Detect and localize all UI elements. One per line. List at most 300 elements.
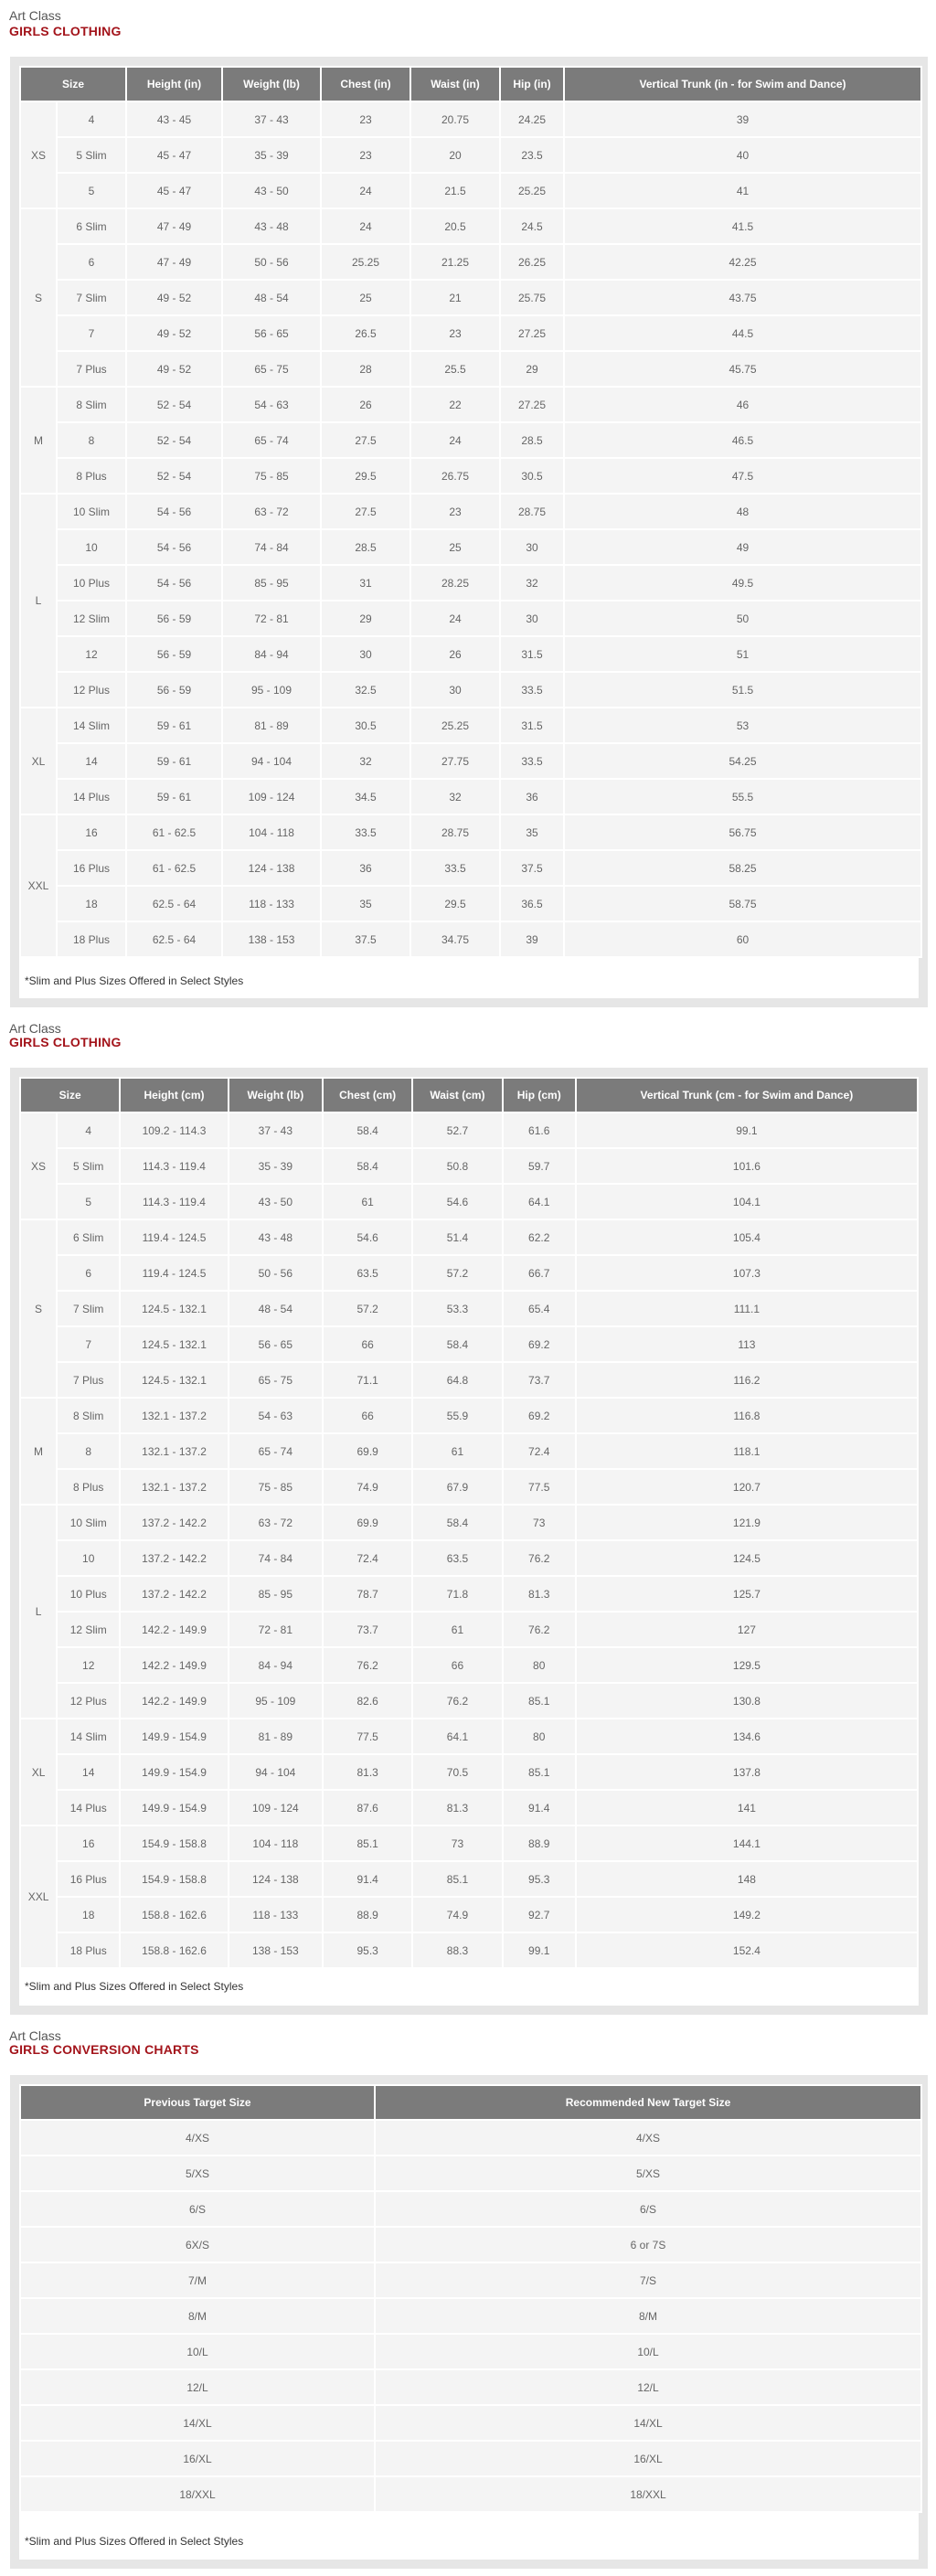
column-header: Size: [21, 68, 125, 101]
measurement-cell: 85.1: [413, 1862, 501, 1896]
size-cell: 8 Slim: [58, 388, 125, 421]
measurement-cell: 32: [411, 780, 499, 814]
size-cell: 8 Plus: [58, 459, 125, 493]
measurement-cell: 31.5: [501, 637, 563, 671]
size-cell: 18 Plus: [58, 1933, 119, 1967]
table-row: [21, 174, 920, 208]
measurement-cell: 37 - 43: [223, 102, 320, 136]
measurement-cell: 95.3: [504, 1862, 575, 1896]
table-row: [21, 673, 920, 707]
size-cell: 5 Slim: [58, 1149, 119, 1183]
size-cell: 14: [58, 744, 125, 778]
measurement-cell: 21.25: [411, 245, 499, 279]
measurement-cell: 74 - 84: [229, 1541, 322, 1575]
measurement-cell: 74.9: [413, 1898, 501, 1932]
measurement-cell: 73.7: [324, 1613, 411, 1646]
measurement-cell: 88.9: [504, 1826, 575, 1860]
measurement-cell: 63.5: [324, 1256, 411, 1290]
table-row: [21, 637, 920, 671]
measurement-cell: 84 - 94: [229, 1648, 322, 1682]
measurement-cell: 78.7: [324, 1577, 411, 1611]
measurement-cell: 48: [565, 495, 920, 528]
measurement-cell: 144.1: [577, 1826, 917, 1860]
measurement-cell: 76.2: [504, 1541, 575, 1575]
measurement-cell: 73.7: [504, 1363, 575, 1397]
measurement-cell: 22: [411, 388, 499, 421]
measurement-cell: 48 - 54: [229, 1292, 322, 1325]
measurement-cell: 53: [565, 708, 920, 742]
size-cell: 14 Plus: [58, 780, 125, 814]
table-row: [21, 138, 920, 172]
measurement-cell: 67.9: [413, 1470, 501, 1504]
table-row: [21, 744, 920, 778]
measurement-cell: 130.8: [577, 1684, 917, 1718]
measurement-cell: 80: [504, 1648, 575, 1682]
size-cell: 12 Slim: [58, 1613, 119, 1646]
measurement-cell: 124.5: [577, 1541, 917, 1575]
measurement-cell: 24.25: [501, 102, 563, 136]
size-cell: 6 Slim: [58, 1220, 119, 1254]
size-cell: 10 Plus: [58, 1577, 119, 1611]
measurement-cell: 149.9 - 154.9: [121, 1791, 227, 1825]
measurement-cell: 47.5: [565, 459, 920, 493]
measurement-cell: 105.4: [577, 1220, 917, 1254]
measurement-cell: 39: [501, 922, 563, 956]
table-row: [21, 388, 920, 421]
table-row: [21, 1327, 917, 1361]
measurement-cell: 109.2 - 114.3: [121, 1113, 227, 1147]
measurement-cell: 76.2: [413, 1684, 501, 1718]
measurement-cell: 84 - 94: [223, 637, 320, 671]
chart-inner: [19, 2084, 919, 2560]
measurement-cell: 88.9: [324, 1898, 411, 1932]
measurement-cell: 91.4: [504, 1791, 575, 1825]
measurement-cell: 51.5: [565, 673, 920, 707]
brand-label: Art Class: [9, 2028, 61, 2043]
measurement-cell: 49: [565, 530, 920, 564]
table-row: [21, 459, 920, 493]
measurement-cell: 75 - 85: [223, 459, 320, 493]
measurement-cell: 24: [322, 174, 410, 208]
table-row: [21, 1363, 917, 1397]
measurement-cell: 56 - 65: [229, 1327, 322, 1361]
column-header: Chest (in): [322, 68, 410, 101]
table-row: [21, 1185, 917, 1219]
size-cell: 10 Slim: [58, 495, 125, 528]
measurement-cell: 72.4: [324, 1541, 411, 1575]
size-cell: 10 Plus: [58, 566, 125, 600]
conversion-table: [19, 2084, 922, 2513]
recommended-size-cell: 6/S: [376, 2192, 920, 2226]
size-cell: 8 Plus: [58, 1470, 119, 1504]
measurement-cell: 95.3: [324, 1933, 411, 1967]
measurement-cell: 154.9 - 158.8: [121, 1826, 227, 1860]
measurement-cell: 119.4 - 124.5: [121, 1220, 227, 1254]
measurement-cell: 137.2 - 142.2: [121, 1506, 227, 1539]
measurement-cell: 27.5: [322, 423, 410, 457]
measurement-cell: 50 - 56: [223, 245, 320, 279]
measurement-cell: 51: [565, 637, 920, 671]
measurement-cell: 43.75: [565, 281, 920, 314]
size-cell: 7 Slim: [58, 1292, 119, 1325]
measurement-cell: 120.7: [577, 1470, 917, 1504]
measurement-cell: 129.5: [577, 1648, 917, 1682]
measurement-cell: 62.2: [504, 1220, 575, 1254]
measurement-cell: 118 - 133: [229, 1898, 322, 1932]
measurement-cell: 54.6: [324, 1220, 411, 1254]
measurement-cell: 61.6: [504, 1113, 575, 1147]
table-row: [21, 1755, 917, 1789]
measurement-cell: 65 - 74: [229, 1434, 322, 1468]
measurement-cell: 24: [322, 209, 410, 243]
measurement-cell: 28.5: [501, 423, 563, 457]
measurement-cell: 26.75: [411, 459, 499, 493]
measurement-cell: 45 - 47: [127, 138, 221, 172]
size-cell: 5: [58, 174, 125, 208]
table-row: [21, 281, 920, 314]
measurement-cell: 61 - 62.5: [127, 851, 221, 885]
measurement-cell: 71.8: [413, 1577, 501, 1611]
table-row: [21, 2335, 920, 2368]
measurement-cell: 72 - 81: [229, 1613, 322, 1646]
table-row: [21, 352, 920, 386]
measurement-cell: 30.5: [501, 459, 563, 493]
measurement-cell: 142.2 - 149.9: [121, 1684, 227, 1718]
measurement-cell: 41: [565, 174, 920, 208]
measurement-cell: 60: [565, 922, 920, 956]
brand-label: Art Class: [9, 1021, 61, 1036]
size-cell: 7 Slim: [58, 281, 125, 314]
measurement-cell: 116.2: [577, 1363, 917, 1397]
size-group-label: S: [21, 209, 56, 386]
measurement-cell: 25.25: [322, 245, 410, 279]
measurement-cell: 81 - 89: [229, 1719, 322, 1753]
measurement-cell: 25.25: [501, 174, 563, 208]
measurement-cell: 76.2: [324, 1648, 411, 1682]
measurement-cell: 36.5: [501, 887, 563, 921]
size-cell: 7 Plus: [58, 352, 125, 386]
size-cell: 5: [58, 1185, 119, 1219]
measurement-cell: 54 - 56: [127, 495, 221, 528]
measurement-cell: 81.3: [413, 1791, 501, 1825]
measurement-cell: 118 - 133: [223, 887, 320, 921]
measurement-cell: 64.8: [413, 1363, 501, 1397]
measurement-cell: 132.1 - 137.2: [121, 1399, 227, 1432]
measurement-cell: 47 - 49: [127, 209, 221, 243]
measurement-cell: 33.5: [322, 815, 410, 849]
table-row: [21, 495, 920, 528]
measurement-cell: 45.75: [565, 352, 920, 386]
size-cell: 16 Plus: [58, 851, 125, 885]
measurement-cell: 75 - 85: [229, 1470, 322, 1504]
measurement-cell: 65 - 74: [223, 423, 320, 457]
measurement-cell: 37.5: [322, 922, 410, 956]
measurement-cell: 23.5: [501, 138, 563, 172]
measurement-cell: 35: [501, 815, 563, 849]
size-table-cm: [19, 1077, 919, 1969]
measurement-cell: 49 - 52: [127, 281, 221, 314]
size-cell: 5 Slim: [58, 138, 125, 172]
measurement-cell: 87.6: [324, 1791, 411, 1825]
measurement-cell: 39: [565, 102, 920, 136]
measurement-cell: 77.5: [324, 1719, 411, 1753]
measurement-cell: 58.25: [565, 851, 920, 885]
measurement-cell: 27.25: [501, 388, 563, 421]
measurement-cell: 127: [577, 1613, 917, 1646]
table-row: [21, 815, 920, 849]
measurement-cell: 58.4: [413, 1327, 501, 1361]
measurement-cell: 26.25: [501, 245, 563, 279]
measurement-cell: 20.75: [411, 102, 499, 136]
measurement-cell: 25.75: [501, 281, 563, 314]
measurement-cell: 91.4: [324, 1862, 411, 1896]
measurement-cell: 56 - 59: [127, 601, 221, 635]
table-row: [21, 1506, 917, 1539]
size-group-label: XS: [21, 1113, 56, 1219]
table-row: [21, 2370, 920, 2404]
section-title: GIRLS CONVERSION CHARTS: [9, 2042, 199, 2057]
footnote: *Slim and Plus Sizes Offered in Select Styles: [25, 1980, 244, 1993]
measurement-cell: 104.1: [577, 1185, 917, 1219]
recommended-size-cell: 8/M: [376, 2299, 920, 2333]
size-cell: 4: [58, 102, 125, 136]
measurement-cell: 33.5: [501, 744, 563, 778]
measurement-cell: 30: [322, 637, 410, 671]
recommended-size-cell: 18/XXL: [376, 2477, 920, 2511]
size-cell: 12: [58, 1648, 119, 1682]
measurement-cell: 134.6: [577, 1719, 917, 1753]
section-title: GIRLS CLOTHING: [9, 1035, 122, 1049]
chart-panel: [10, 2075, 928, 2569]
measurement-cell: 124 - 138: [223, 851, 320, 885]
measurement-cell: 132.1 - 137.2: [121, 1434, 227, 1468]
measurement-cell: 81 - 89: [223, 708, 320, 742]
measurement-cell: 41.5: [565, 209, 920, 243]
measurement-cell: 25.5: [411, 352, 499, 386]
table-row: [21, 2263, 920, 2297]
column-header: Chest (cm): [324, 1079, 411, 1112]
measurement-cell: 62.5 - 64: [127, 922, 221, 956]
measurement-cell: 58.4: [324, 1113, 411, 1147]
measurement-cell: 124.5 - 132.1: [121, 1363, 227, 1397]
previous-size-cell: 10/L: [21, 2335, 374, 2368]
table-row: [21, 2192, 920, 2226]
measurement-cell: 99.1: [577, 1113, 917, 1147]
measurement-cell: 72 - 81: [223, 601, 320, 635]
measurement-cell: 66: [413, 1648, 501, 1682]
measurement-cell: 107.3: [577, 1256, 917, 1290]
measurement-cell: 158.8 - 162.6: [121, 1898, 227, 1932]
measurement-cell: 148: [577, 1862, 917, 1896]
measurement-cell: 33.5: [411, 851, 499, 885]
size-cell: 14 Plus: [58, 1791, 119, 1825]
measurement-cell: 43 - 48: [223, 209, 320, 243]
measurement-cell: 50.8: [413, 1149, 501, 1183]
measurement-cell: 52 - 54: [127, 459, 221, 493]
measurement-cell: 33.5: [501, 673, 563, 707]
chart-panel: [10, 1068, 928, 2015]
size-group-label: M: [21, 388, 56, 493]
measurement-cell: 125.7: [577, 1577, 917, 1611]
measurement-cell: 24.5: [501, 209, 563, 243]
size-cell: 10: [58, 1541, 119, 1575]
table-row: [21, 1399, 917, 1432]
recommended-size-cell: 14/XL: [376, 2406, 920, 2440]
size-group-label: M: [21, 1399, 56, 1504]
measurement-cell: 85 - 95: [229, 1577, 322, 1611]
measurement-cell: 124 - 138: [229, 1862, 322, 1896]
table-row: [21, 601, 920, 635]
size-cell: 10 Slim: [58, 1506, 119, 1539]
measurement-cell: 56.75: [565, 815, 920, 849]
header-row: [21, 1079, 917, 1112]
measurement-cell: 61: [413, 1613, 501, 1646]
measurement-cell: 29: [322, 601, 410, 635]
table-row: [21, 1541, 917, 1575]
measurement-cell: 74 - 84: [223, 530, 320, 564]
measurement-cell: 69.9: [324, 1506, 411, 1539]
size-group-label: XL: [21, 708, 56, 814]
measurement-cell: 124.5 - 132.1: [121, 1327, 227, 1361]
table-row: [21, 530, 920, 564]
column-header: Vertical Trunk (cm - for Swim and Dance): [577, 1079, 917, 1112]
measurement-cell: 149.2: [577, 1898, 917, 1932]
measurement-cell: 24: [411, 423, 499, 457]
column-header: Hip (cm): [504, 1079, 575, 1112]
size-cell: 8 Slim: [58, 1399, 119, 1432]
measurement-cell: 119.4 - 124.5: [121, 1256, 227, 1290]
table-row: [21, 1613, 917, 1646]
measurement-cell: 28.25: [411, 566, 499, 600]
size-group-label: XS: [21, 102, 56, 208]
size-cell: 18: [58, 887, 125, 921]
measurement-cell: 57.2: [413, 1256, 501, 1290]
measurement-cell: 56 - 65: [223, 316, 320, 350]
measurement-cell: 46.5: [565, 423, 920, 457]
measurement-cell: 57.2: [324, 1292, 411, 1325]
measurement-cell: 54 - 63: [229, 1399, 322, 1432]
measurement-cell: 23: [411, 316, 499, 350]
previous-size-cell: 18/XXL: [21, 2477, 374, 2511]
column-header: Waist (in): [411, 68, 499, 101]
measurement-cell: 30: [501, 601, 563, 635]
measurement-cell: 95 - 109: [223, 673, 320, 707]
measurement-cell: 59 - 61: [127, 780, 221, 814]
measurement-cell: 62.5 - 64: [127, 887, 221, 921]
column-header: Weight (lb): [229, 1079, 322, 1112]
measurement-cell: 46: [565, 388, 920, 421]
table-row: [21, 2121, 920, 2155]
measurement-cell: 28: [322, 352, 410, 386]
measurement-cell: 138 - 153: [223, 922, 320, 956]
measurement-cell: 101.6: [577, 1149, 917, 1183]
measurement-cell: 137.8: [577, 1755, 917, 1789]
measurement-cell: 66: [324, 1327, 411, 1361]
size-group-label: XL: [21, 1719, 56, 1825]
column-header: Size: [21, 1079, 119, 1112]
table-row: [21, 1648, 917, 1682]
table-row: [21, 1862, 917, 1896]
measurement-cell: 55.9: [413, 1399, 501, 1432]
measurement-cell: 149.9 - 154.9: [121, 1755, 227, 1789]
table-row: [21, 1791, 917, 1825]
measurement-cell: 35 - 39: [229, 1149, 322, 1183]
section-title: GIRLS CLOTHING: [9, 24, 122, 38]
measurement-cell: 111.1: [577, 1292, 917, 1325]
measurement-cell: 43 - 50: [223, 174, 320, 208]
measurement-cell: 118.1: [577, 1434, 917, 1468]
recommended-size-cell: 4/XS: [376, 2121, 920, 2155]
measurement-cell: 37.5: [501, 851, 563, 885]
table-row: [21, 102, 920, 136]
table-row: [21, 2442, 920, 2475]
size-cell: 14 Slim: [58, 1719, 119, 1753]
size-cell: 7: [58, 1327, 119, 1361]
footnote: *Slim and Plus Sizes Offered in Select Styles: [25, 2535, 244, 2548]
table-row: [21, 1292, 917, 1325]
measurement-cell: 63 - 72: [229, 1506, 322, 1539]
measurement-cell: 24: [411, 601, 499, 635]
header-row: [21, 68, 920, 101]
measurement-cell: 64.1: [413, 1719, 501, 1753]
brand-label: Art Class: [9, 8, 61, 23]
measurement-cell: 49 - 52: [127, 352, 221, 386]
table-row: [21, 922, 920, 956]
table-row: [21, 708, 920, 742]
measurement-cell: 65 - 75: [223, 352, 320, 386]
recommended-size-cell: 10/L: [376, 2335, 920, 2368]
column-header: Weight (lb): [223, 68, 320, 101]
measurement-cell: 54 - 63: [223, 388, 320, 421]
size-cell: 16: [58, 1826, 119, 1860]
measurement-cell: 37 - 43: [229, 1113, 322, 1147]
measurement-cell: 43 - 50: [229, 1185, 322, 1219]
recommended-size-cell: 12/L: [376, 2370, 920, 2404]
measurement-cell: 71.1: [324, 1363, 411, 1397]
chart-inner: [19, 66, 919, 998]
measurement-cell: 81.3: [504, 1577, 575, 1611]
table-row: [21, 1470, 917, 1504]
measurement-cell: 132.1 - 137.2: [121, 1470, 227, 1504]
measurement-cell: 30: [501, 530, 563, 564]
measurement-cell: 85.1: [504, 1684, 575, 1718]
measurement-cell: 54.25: [565, 744, 920, 778]
measurement-cell: 138 - 153: [229, 1933, 322, 1967]
measurement-cell: 52.7: [413, 1113, 501, 1147]
measurement-cell: 26: [411, 637, 499, 671]
size-group-label: L: [21, 495, 56, 707]
header-row: [21, 2086, 920, 2119]
measurement-cell: 43 - 48: [229, 1220, 322, 1254]
table-row: [21, 1220, 917, 1254]
measurement-cell: 43 - 45: [127, 102, 221, 136]
column-header: Vertical Trunk (in - for Swim and Dance): [565, 68, 920, 101]
measurement-cell: 54.6: [413, 1185, 501, 1219]
size-cell: 18 Plus: [58, 922, 125, 956]
measurement-cell: 50 - 56: [229, 1256, 322, 1290]
measurement-cell: 63.5: [413, 1541, 501, 1575]
size-cell: 6: [58, 245, 125, 279]
table-row: [21, 1434, 917, 1468]
measurement-cell: 56 - 59: [127, 637, 221, 671]
measurement-cell: 59 - 61: [127, 744, 221, 778]
measurement-cell: 23: [411, 495, 499, 528]
size-group-label: XXL: [21, 1826, 56, 1967]
measurement-cell: 72.4: [504, 1434, 575, 1468]
measurement-cell: 26.5: [322, 316, 410, 350]
size-cell: 8: [58, 1434, 119, 1468]
measurement-cell: 69.9: [324, 1434, 411, 1468]
